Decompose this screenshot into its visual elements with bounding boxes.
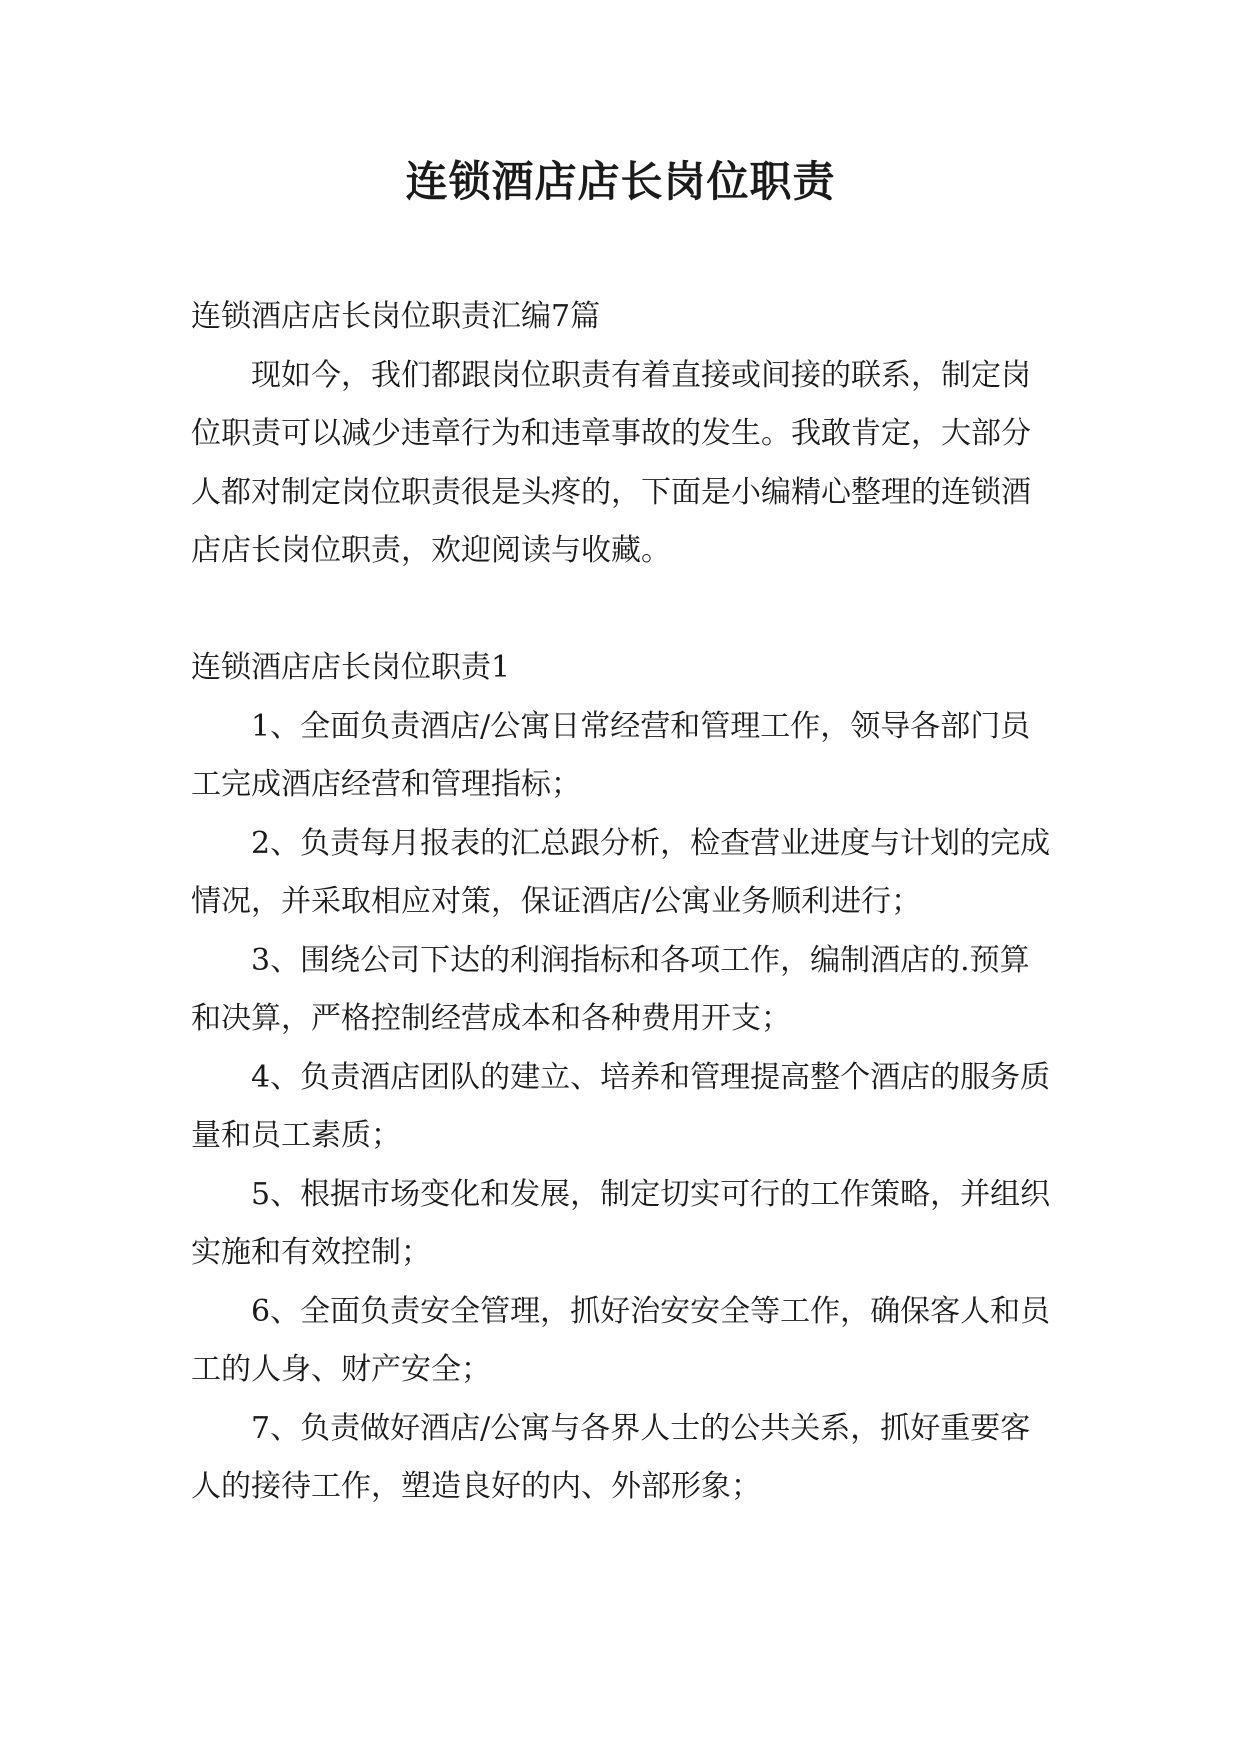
duty-item: 5、根据市场变化和发展，制定切实可行的工作策略，并组织实施和有效控制； — [191, 1176, 1051, 1270]
document-body — [191, 288, 1051, 1517]
duty-item: 6、全面负责安全管理，抓好治安安全等工作，确保客人和员工的人身、财产安全； — [191, 1293, 1051, 1387]
intro-paragraph: 现如今，我们都跟岗位职责有着直接或间接的联系，制定岗位职责可以减少违章行为和违章事故的发生。我敢肯定，大部分人都对制定岗位职责很是头疼的，下面是小编精心整理的连锁酒店店长岗位职责，欢迎阅读与收藏。 — [191, 357, 1031, 568]
document-title: 连锁酒店店长岗位职责 — [405, 157, 836, 206]
duty-item: 7、负责做好酒店/公寓与各界人士的公共关系，抓好重要客人的接待工作，塑造良好的内、外部形象； — [191, 1410, 1031, 1504]
section-heading: 连锁酒店店长岗位职责1 — [191, 650, 511, 685]
duty-item: 1、全面负责酒店/公寓日常经营和管理工作，领导各部门员工完成酒店经营和管理指标； — [191, 708, 1031, 802]
duty-item: 3、围绕公司下达的利润指标和各项工作，编制酒店的.预算和决算，严格控制经营成本和各种费用开支； — [191, 942, 1030, 1036]
document-subtitle: 连锁酒店店长岗位职责汇编7篇 — [191, 299, 601, 334]
duty-item: 4、负责酒店团队的建立、培养和管理提高整个酒店的服务质量和员工素质； — [191, 1059, 1051, 1153]
duty-item: 2、负责每月报表的汇总跟分析，检查营业进度与计划的完成情况，并采取相应对策，保证酒店/公寓业务顺利进行； — [191, 825, 1051, 919]
